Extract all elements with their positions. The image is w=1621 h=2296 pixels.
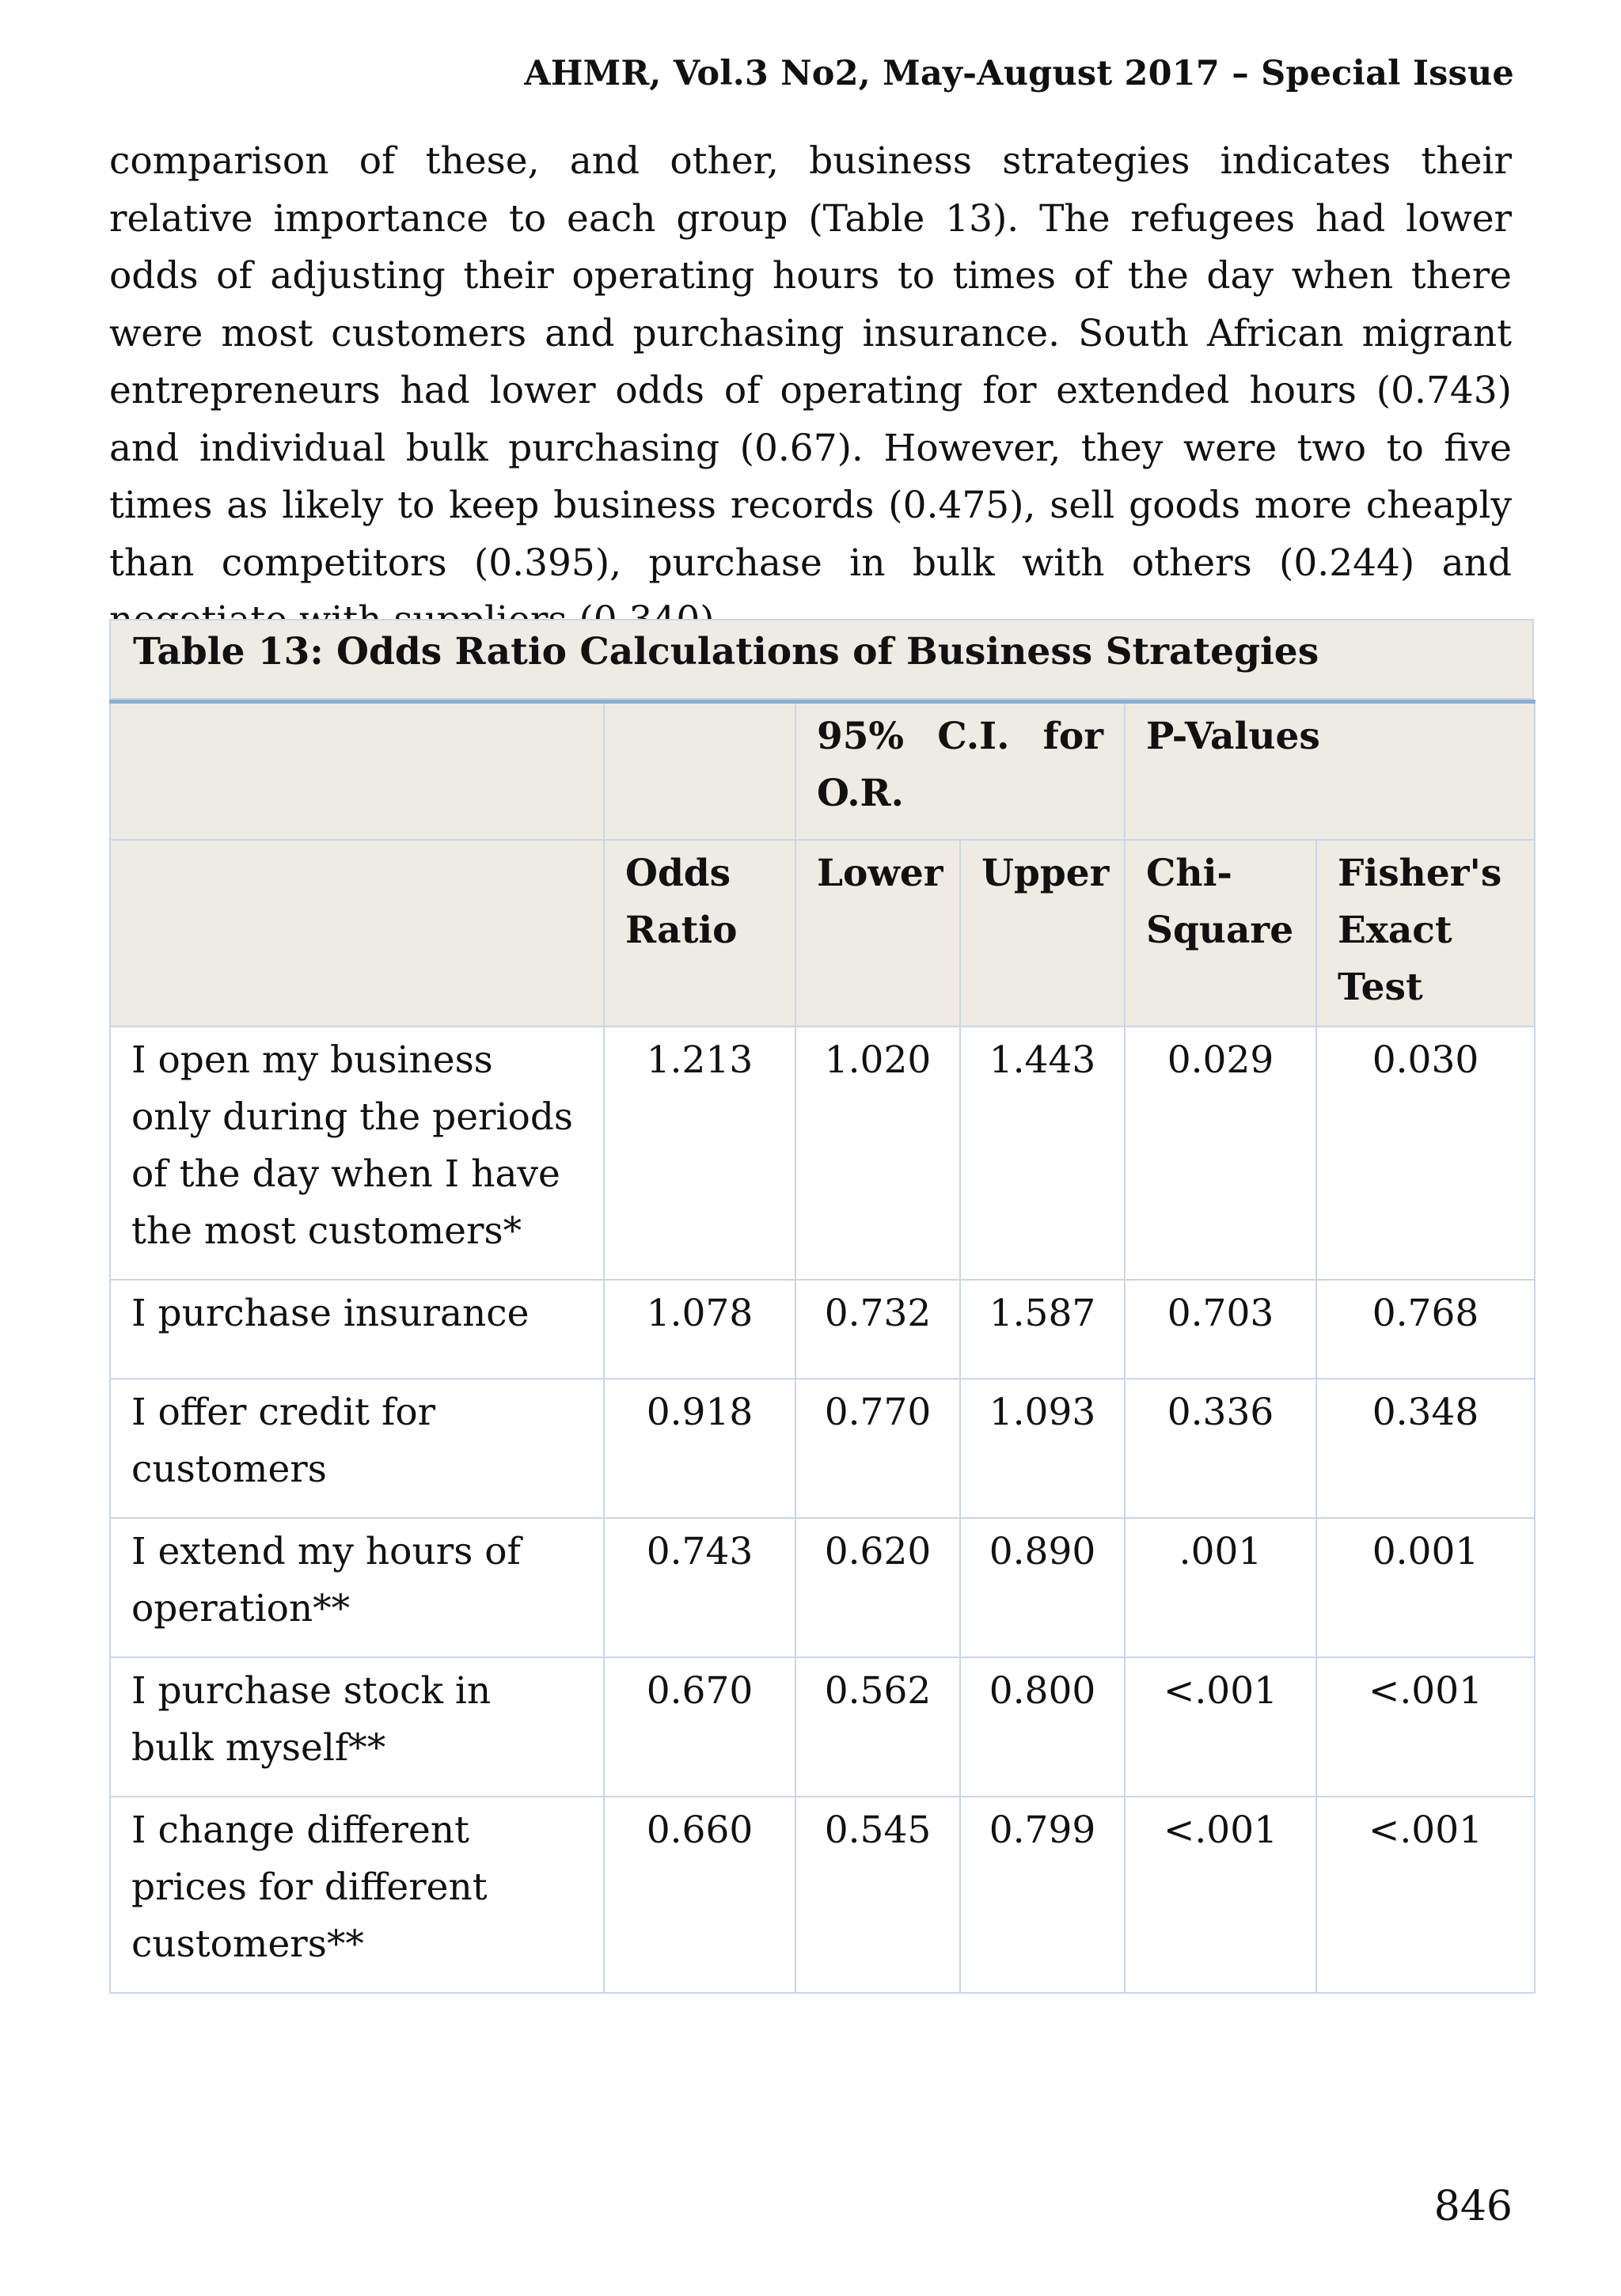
chi-square-cell: .001 — [1125, 1518, 1316, 1657]
page-number: 846 — [1433, 2183, 1513, 2230]
fisher-cell: 0.030 — [1316, 1027, 1535, 1280]
odds-ratio-table — [109, 700, 1536, 1994]
odds-ratio-cell: 1.078 — [604, 1280, 795, 1379]
odds-ratio-cell: 0.743 — [604, 1518, 795, 1657]
chi-square-cell: 0.029 — [1125, 1027, 1316, 1280]
row-label: I purchase insurance — [110, 1280, 604, 1379]
table-row — [110, 1379, 1535, 1518]
fisher-cell: 0.001 — [1316, 1518, 1535, 1657]
fisher-cell: 0.768 — [1316, 1280, 1535, 1379]
fisher-cell: <.001 — [1316, 1797, 1535, 1993]
fisher-cell: <.001 — [1316, 1657, 1535, 1797]
upper-cell: 1.443 — [960, 1027, 1125, 1280]
header-blank-odds — [604, 702, 795, 840]
row-label: I change different prices for different customers** — [110, 1797, 604, 1993]
lower-cell: 0.770 — [795, 1379, 960, 1518]
chi-square-cell: 0.703 — [1125, 1280, 1316, 1379]
upper-cell: 0.799 — [960, 1797, 1125, 1993]
chi-square-cell: <.001 — [1125, 1657, 1316, 1797]
column-header-row — [110, 840, 1535, 1027]
upper-cell: 0.800 — [960, 1657, 1125, 1797]
row-label: I open my business only during the periods of the day when I have the most customers* — [110, 1027, 604, 1280]
chi-square-header: Chi-Square — [1125, 840, 1316, 1027]
running-header: AHMR, Vol.3 No2, May-August 2017 – Special Issue — [524, 54, 1514, 93]
lower-header: Lower — [795, 840, 960, 1027]
lower-cell: 0.562 — [795, 1657, 960, 1797]
fisher-cell: 0.348 — [1316, 1379, 1535, 1518]
table-row — [110, 1280, 1535, 1379]
odds-ratio-header: Odds Ratio — [604, 840, 795, 1027]
table-13 — [109, 619, 1534, 1994]
odds-ratio-cell: 0.660 — [604, 1797, 795, 1993]
lower-cell: 1.020 — [795, 1027, 960, 1280]
odds-ratio-cell: 1.213 — [604, 1027, 795, 1280]
table-caption: Table 13: Odds Ratio Calculations of Business Strategies — [109, 619, 1534, 700]
upper-cell: 0.890 — [960, 1518, 1125, 1657]
row-label: I extend my hours of operation** — [110, 1518, 604, 1657]
table-row — [110, 1797, 1535, 1993]
table-row — [110, 1518, 1535, 1657]
pvalues-group-header: P-Values — [1125, 702, 1535, 840]
upper-header: Upper — [960, 840, 1125, 1027]
odds-ratio-cell: 0.918 — [604, 1379, 795, 1518]
lower-cell: 0.732 — [795, 1280, 960, 1379]
chi-square-cell: <.001 — [1125, 1797, 1316, 1993]
fisher-header: Fisher's Exact Test — [1316, 840, 1535, 1027]
lower-cell: 0.620 — [795, 1518, 960, 1657]
row-label: I purchase stock in bulk myself** — [110, 1657, 604, 1797]
header-blank-label — [110, 702, 604, 840]
chi-square-cell: 0.336 — [1125, 1379, 1316, 1518]
ci-group-header: 95% C.I. for O.R. — [795, 702, 1125, 840]
lower-cell: 0.545 — [795, 1797, 960, 1993]
body-paragraph: comparison of these, and other, business strategies indicates their relative importance to each group (Table 13). The refugees had lower odds of adjusting their operating hours to times of the day when there were most customers and purchasing insurance. South African migrant entrepreneurs had lower odds of operating for extended hours (0.743) and individual bulk purchasing (0.67). However, they were two to five times as likely to keep business records (0.475), sell goods more cheaply than competitors (0.395), purchase in bulk with others (0.244) and — [109, 139, 1512, 585]
table-row — [110, 1657, 1535, 1797]
header-blank-statement — [110, 840, 604, 1027]
odds-ratio-cell: 0.670 — [604, 1657, 795, 1797]
upper-cell: 1.093 — [960, 1379, 1125, 1518]
group-header-row — [110, 702, 1535, 840]
table-row — [110, 1027, 1535, 1280]
upper-cell: 1.587 — [960, 1280, 1125, 1379]
row-label: I offer credit for customers — [110, 1379, 604, 1518]
